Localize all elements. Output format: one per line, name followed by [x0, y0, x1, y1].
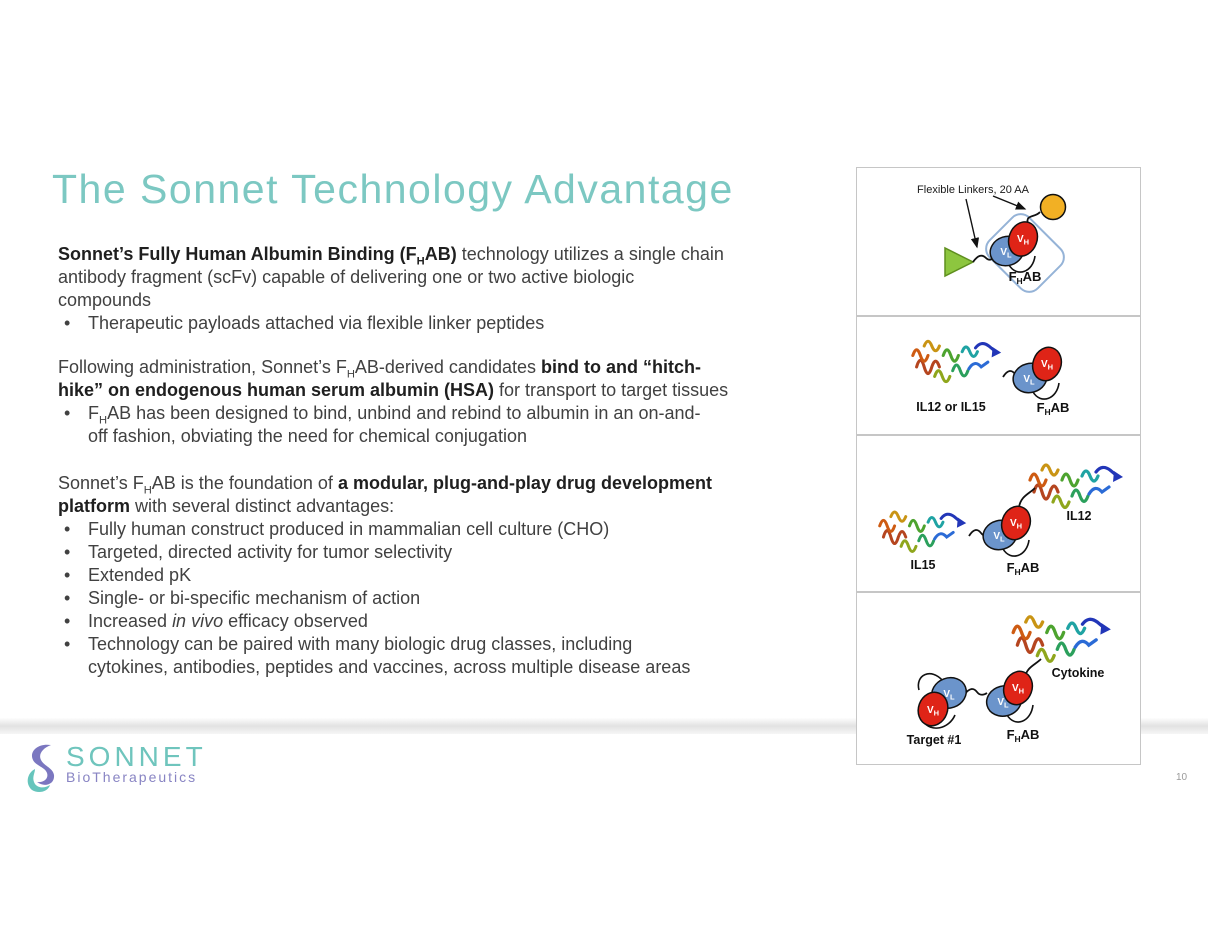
- bullet-marker: •: [64, 611, 71, 631]
- para-hitchhike: Following administration, Sonnet’s $F_HAB$-derived candidates bind to and “hitch- hike” on endogenous human serum albumin (HSA) for transport to target tissues: [58, 357, 729, 400]
- diagram-panel-column: [856, 167, 1141, 765]
- logo-s-icon: [24, 742, 62, 798]
- bullet-text: $F_HAB$ has been designed to bind, unbind and rebind to albumin in an on-and- off fashion, obviating the need for chemical conjugation: [88, 403, 701, 446]
- panel-fhab-construct: [856, 167, 1141, 316]
- protein-ribbon-icon: [1013, 617, 1111, 662]
- bullet-list-2: [58, 402, 840, 448]
- bullet-item: [58, 518, 840, 541]
- vl-label: $V_L$: [1023, 374, 1035, 387]
- fhab-label: $F_HAB$: [1036, 400, 1070, 417]
- bullet-marker: •: [64, 588, 71, 608]
- annotation-arrow-left: [966, 199, 977, 247]
- advantages-list: [58, 518, 840, 679]
- bullet-item: [58, 312, 840, 335]
- bullet-item: [58, 541, 840, 564]
- bullet-marker: •: [64, 519, 71, 539]
- panel-dual-payload: [856, 435, 1141, 592]
- cytokine-label: Cytokine: [1051, 666, 1105, 680]
- bullet-marker: •: [64, 565, 71, 585]
- bullet-text: Single- or bi-specific mechanism of action: [88, 588, 421, 608]
- company-logo: [24, 742, 207, 798]
- linker-squiggle: [1019, 488, 1035, 507]
- panel-single-payload: [856, 316, 1141, 435]
- para-platform: Sonnet’s $F_HAB$ is the foundation of a modular, plug-and-play drug development platform with several distinct advantages:: [58, 473, 712, 516]
- protein-ribbon-icon: [880, 512, 966, 552]
- para-fhab-intro: Sonnet’s Fully Human Albumin Binding $(F_HAB)$ technology utilizes a single chain antibody fragment (scFv) capable of delivering one or two active biologic compounds: [58, 244, 724, 310]
- page-number: 10: [1176, 772, 1188, 783]
- bullet-item: [58, 610, 840, 633]
- vh-label: $V_H$: [1009, 518, 1023, 531]
- payload-triangle-icon: [945, 248, 973, 276]
- vl-label: $V_L$: [1000, 247, 1012, 260]
- payload-circle-icon: [1041, 195, 1066, 220]
- bullet-text: Extended pK: [88, 565, 192, 585]
- il12-label: IL12: [1066, 509, 1092, 523]
- bullet-item: [58, 564, 840, 587]
- protein-ribbon-icon: [913, 341, 1001, 381]
- logo-subname: BioTherapeutics: [66, 769, 198, 785]
- fhab-label: $F_HAB$: [1006, 560, 1040, 577]
- bullet-text: Fully human construct produced in mammalian cell culture (CHO): [88, 519, 610, 539]
- bullet-text: Therapeutic payloads attached via flexible linker peptides: [88, 313, 545, 333]
- bullet-text: Technology can be paired with many biologic drug classes, including cytokines, antibodies, peptides and vaccines, across multiple disease areas: [88, 634, 691, 677]
- target-label: Target #1: [906, 733, 962, 747]
- vh-label: $V_H$: [1040, 359, 1054, 372]
- body-text: [58, 243, 840, 679]
- vl-label: $V_L$: [997, 697, 1009, 710]
- bullet-text: Increased in vivo efficacy observed: [88, 611, 368, 631]
- annotation-arrow-right: [993, 196, 1025, 209]
- bullet-item: [58, 402, 840, 448]
- logo-text: [66, 742, 207, 785]
- bullet-marker: •: [64, 634, 71, 654]
- fhab-label: $F_HAB$: [1006, 727, 1040, 744]
- linker-squiggle: [964, 689, 987, 695]
- single-payload-diagram: [857, 317, 1140, 434]
- payload-label: IL12 or IL15: [916, 400, 986, 414]
- bullet-list-1: [58, 312, 840, 335]
- flexible-linkers-label: Flexible Linkers, 20 AA: [917, 184, 1029, 196]
- vh-label: $V_H$: [1011, 683, 1025, 696]
- protein-ribbon-icon: [1030, 465, 1123, 508]
- vh-label: $V_H$: [926, 705, 940, 718]
- slide-title: The Sonnet Technology Advantage: [52, 166, 734, 212]
- bispecific-diagram: [857, 593, 1140, 764]
- fhab-label: $F_HAB$: [1008, 269, 1042, 286]
- vl-label: $V_L$: [943, 689, 955, 702]
- dual-payload-diagram: [857, 436, 1140, 591]
- panel-bispecific: [856, 592, 1141, 765]
- bullet-marker: •: [64, 403, 71, 423]
- bullet-item: [58, 633, 840, 679]
- fhab-construct-diagram: [857, 168, 1140, 315]
- vh-label: $V_H$: [1016, 234, 1030, 247]
- bullet-item: [58, 587, 840, 610]
- il15-label: IL15: [910, 558, 936, 572]
- bullet-marker: •: [64, 313, 71, 333]
- logo-name: SONNET: [66, 741, 207, 772]
- bullet-marker: •: [64, 542, 71, 562]
- vl-label: $V_L$: [993, 531, 1005, 544]
- bullet-text: Targeted, directed activity for tumor selectivity: [88, 542, 453, 562]
